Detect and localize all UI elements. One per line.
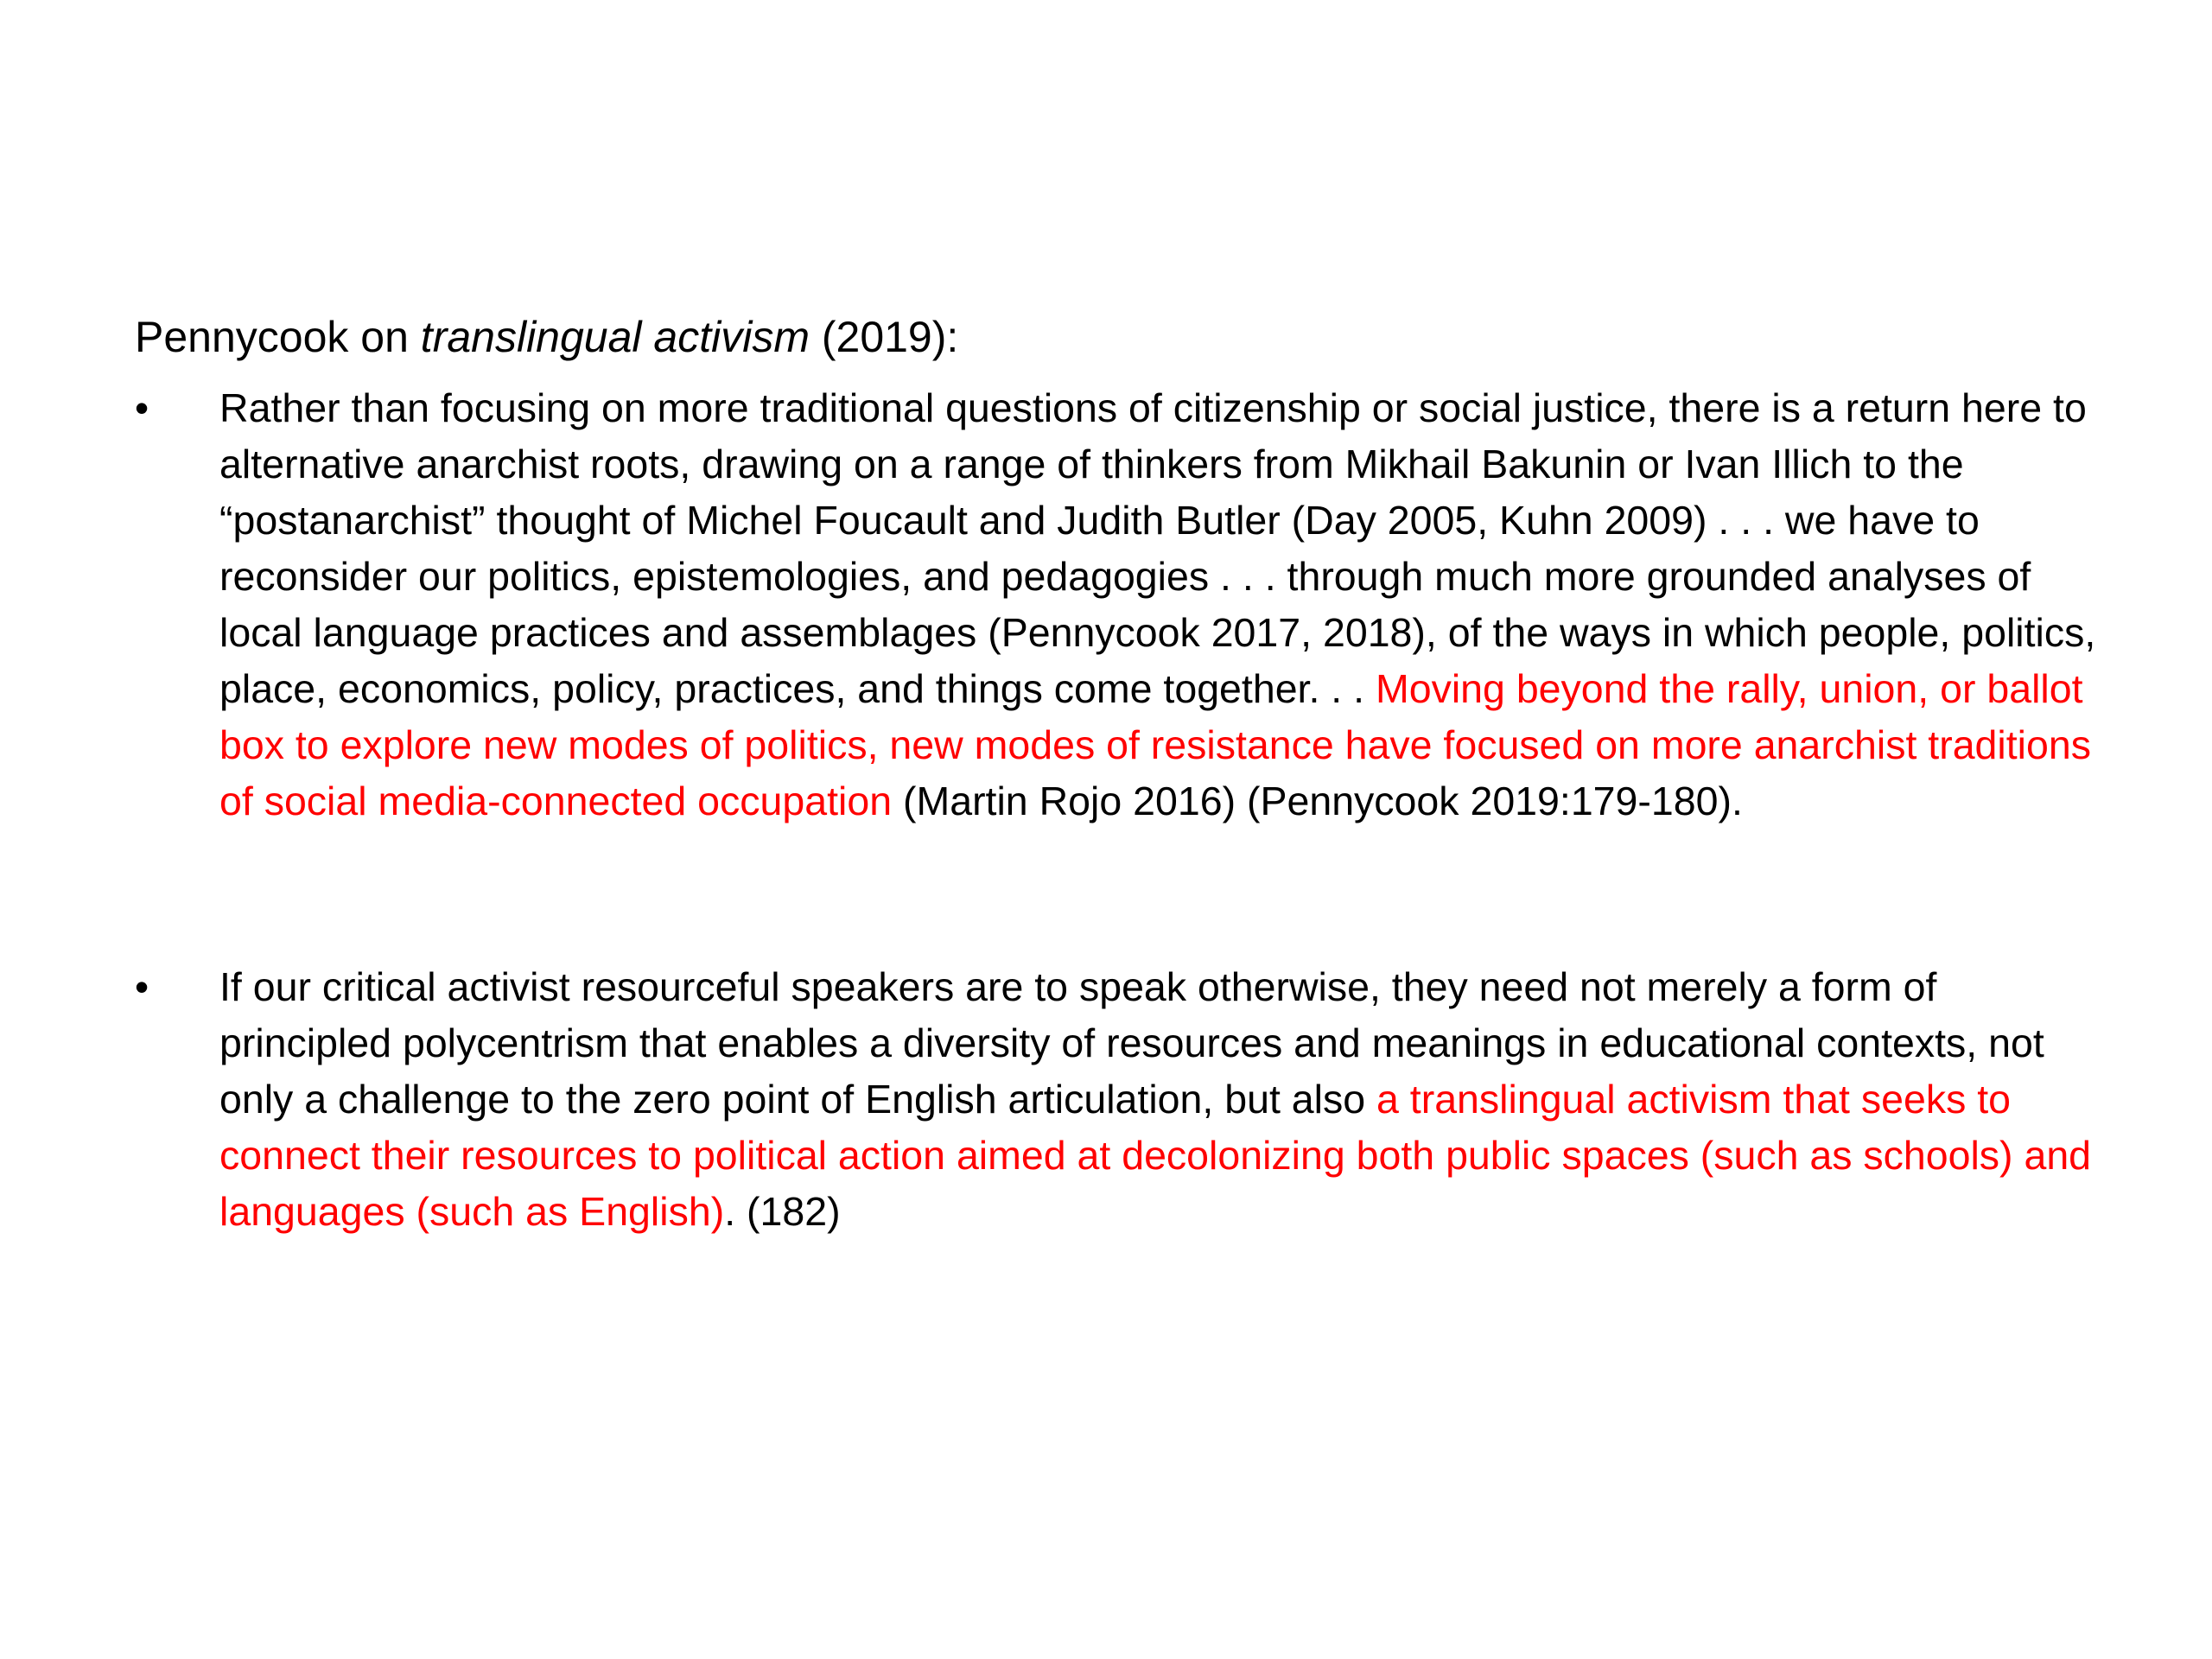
slide-heading xyxy=(135,309,958,365)
heading-prefix: Pennycook on xyxy=(135,313,421,361)
bullet-marker: • xyxy=(135,964,149,1009)
bullet-1-trailing-text: (Martin Rojo 2016) (Pennycook 2019:179-180). xyxy=(892,779,1743,823)
bullet-1-highlighted-text: Moving beyond the rally, union, or ballot box to explore new modes of politics, new modes of resistance have focused on more anarchist traditions of social media-connected occupation xyxy=(219,666,2091,823)
bullet-2-plain-text: If our critical activist resourceful speakers are to speak otherwise, they need not merely a form of principled polycentrism that enables a diversity of resources and meanings in educational contexts, not only a challenge to the zero point of English articulation, but also xyxy=(219,964,2044,1122)
bullet-marker: • xyxy=(135,385,149,430)
heading-emphasis: translingual activism xyxy=(420,313,810,361)
bullet-text-2 xyxy=(219,959,2103,1240)
bullet-1-plain-text: Rather than focusing on more traditional questions of citizenship or social justice, there is a return here to alternative anarchist roots, drawing on a range of thinkers from Mikhail Bakunin or Ivan Illich to the “postanarchist” thought of Michel Foucault and Judith Butler (Day 2005, Kuhn 2009) . . . we have to reconsider our politics, epistemologies, and pedagogies . . . through much more grounded analyses of local language practices and assemblages (Pennycook 2017, 2018), of the ways in which people, politics, place, economics, policy, practices, and things come together. . . xyxy=(219,385,2096,711)
bullet-2-highlighted-text: a translingual activism that seeks to connect their resources to political action aimed at decolonizing both public spaces (such as schools) and languages (such as English) xyxy=(219,1077,2092,1234)
bullet-2-trailing-text: . (182) xyxy=(724,1189,841,1234)
bullet-text-1 xyxy=(219,380,2103,830)
heading-suffix: (2019): xyxy=(809,313,959,361)
